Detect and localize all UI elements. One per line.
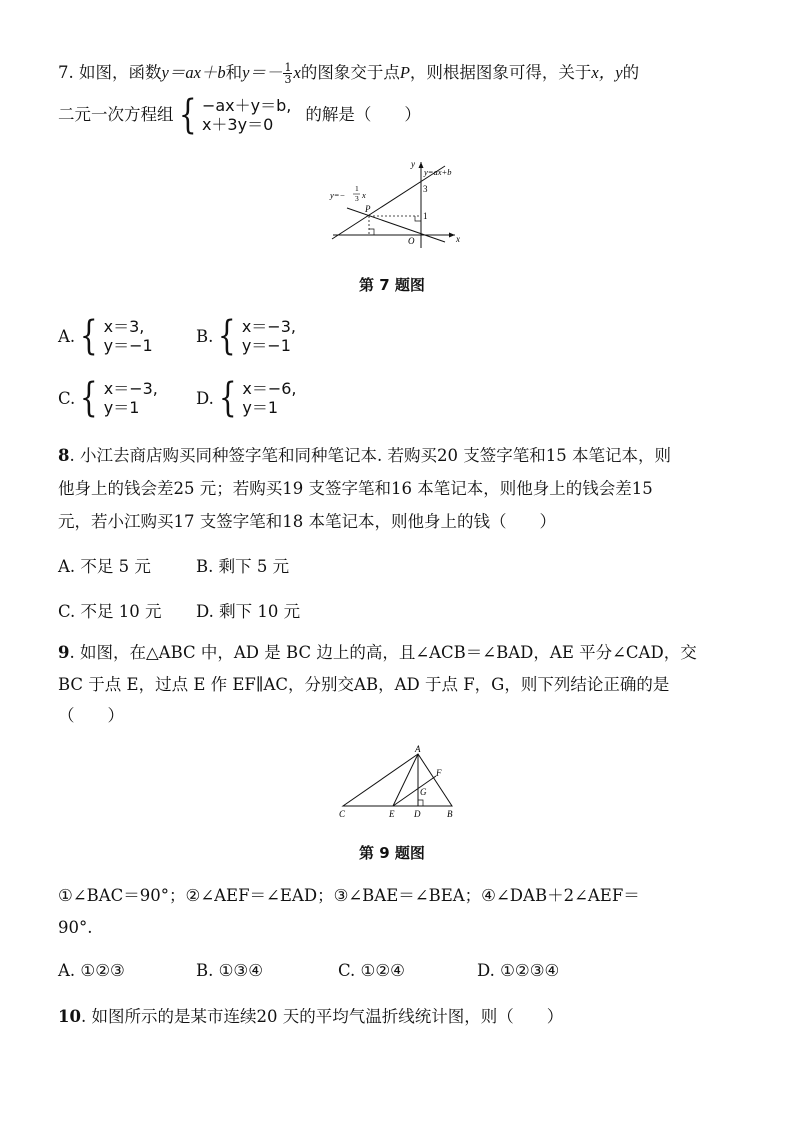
q8-option-d[interactable]: D. 剩下 10 元: [196, 602, 301, 621]
point-d-label: D: [414, 809, 421, 819]
q8-line3: 元，若小江购买17 支签字笔和18 本笔记本，则他身上的钱（ ）: [58, 512, 556, 531]
option-system: x＝3, y＝−1: [103, 317, 153, 355]
q9-number: 9: [58, 643, 70, 662]
segment-ef: [393, 776, 436, 806]
q9-line1: 9. 如图，在△ABC 中，AD 是 BC 边上的高，且∠ACB＝∠BAD，AE 平分∠CAD，交: [58, 643, 697, 662]
axis-label-y: y: [411, 159, 415, 169]
system-brace: {: [178, 92, 197, 138]
q7-caption: 第 7 题图: [359, 276, 425, 294]
q7-figure: [325, 156, 470, 251]
q9-statements-line2: 90°.: [58, 918, 93, 937]
q9-figure: [335, 744, 460, 822]
right-angle-mark-2: [369, 229, 374, 235]
right-angle-mark: [418, 800, 423, 806]
q8-number: 8: [58, 446, 70, 465]
q9-option-c[interactable]: C. ①②④: [338, 961, 405, 980]
q7-option-c[interactable]: C. { x＝−3, y＝1: [58, 375, 158, 421]
triangle-abc: [343, 754, 452, 806]
axis-label-x: x: [456, 234, 460, 244]
q8-line2: 他身上的钱会差25 元；若购买19 支签字笔和16 本笔记本，则他身上的钱会差15: [58, 479, 653, 498]
q7-option-a[interactable]: A. { x＝3, y＝−1: [58, 313, 153, 359]
option-system: x＝−3, y＝−1: [241, 317, 296, 355]
q9-option-a[interactable]: A. ①②③: [58, 961, 125, 980]
origin-label: O: [408, 236, 415, 246]
q7-option-b[interactable]: B. { x＝−3, y＝−1: [196, 313, 296, 359]
q8-line1: 8. 小江去商店购买同种签字笔和同种笔记本. 若购买20 支签字笔和15 本笔记本，则: [58, 446, 671, 465]
point-g-label: G: [420, 787, 427, 797]
system-brace: {: [218, 375, 237, 421]
option-system: x＝−3, y＝1: [103, 379, 158, 417]
q9-option-d[interactable]: D. ①②③④: [477, 961, 560, 980]
x-axis-arrow: [449, 233, 455, 238]
q9-line3: （ ）: [58, 706, 124, 725]
q8-option-b[interactable]: B. 剩下 5 元: [196, 557, 290, 576]
right-angle-mark: [415, 216, 421, 221]
option-system: x＝−6, y＝1: [242, 379, 297, 417]
y-axis-arrow: [419, 162, 424, 168]
q7-line1: 7. 如图，函数y＝ax＋b和y＝－ $\frac{1}{3}$ x的图象交于点P，则根据图象可得，关于x，y的: [58, 61, 640, 86]
q7-fraction: $\frac{1}{3}$: [284, 61, 292, 86]
q9-statements-line1: ①∠BAC＝90°；②∠AEF＝∠EAD；③∠BAE＝∠BEA；④∠DAB＋2∠AEF＝: [58, 886, 640, 905]
point-f-label: F: [436, 768, 442, 778]
line-neg-third-x: [347, 208, 445, 242]
q7-equation-system: −ax＋y＝b, x＋3y＝0: [201, 96, 292, 134]
q9-line2: BC 于点 E，过点 E 作 EF∥AC，分别交AB，AD 于点 F，G，则下列结论正确的是: [58, 675, 670, 694]
q7-option-d[interactable]: D. { x＝−6, y＝1: [196, 375, 297, 421]
line2-label-post: x: [362, 190, 366, 200]
vertex-c-label: C: [339, 809, 346, 819]
vertex-b-label: B: [447, 809, 453, 819]
q7-line2: 二元一次方程组 { −ax＋y＝b, x＋3y＝0 的解是（ ）: [58, 92, 421, 138]
q7-function1: y＝ax＋b: [161, 63, 226, 82]
tick-3: 3: [423, 184, 428, 194]
system-brace: {: [218, 313, 237, 359]
line2-label-num: 1: [355, 184, 359, 193]
system-brace: {: [80, 375, 98, 421]
point-e-label: E: [389, 809, 395, 819]
q9-option-b[interactable]: B. ①③④: [196, 961, 263, 980]
bisector-ae: [393, 754, 418, 806]
point-p-label: P: [365, 204, 371, 214]
system-brace: {: [79, 313, 98, 359]
tick-1: 1: [423, 211, 428, 221]
line1-label: y=ax+b: [424, 167, 452, 177]
q8-option-a[interactable]: A. 不足 5 元: [58, 557, 151, 576]
line2-label-pre: y=−: [330, 190, 346, 200]
vertex-a-label: A: [415, 744, 421, 754]
q10-line1: 10. 如图所示的是某市连续20 天的平均气温折线统计图，则（ ）: [58, 1007, 564, 1026]
q9-caption: 第 9 题图: [359, 844, 425, 862]
line2-label-den: 3: [355, 194, 359, 203]
q8-option-c[interactable]: C. 不足 10 元: [58, 602, 162, 621]
q10-number: 10: [58, 1007, 81, 1026]
